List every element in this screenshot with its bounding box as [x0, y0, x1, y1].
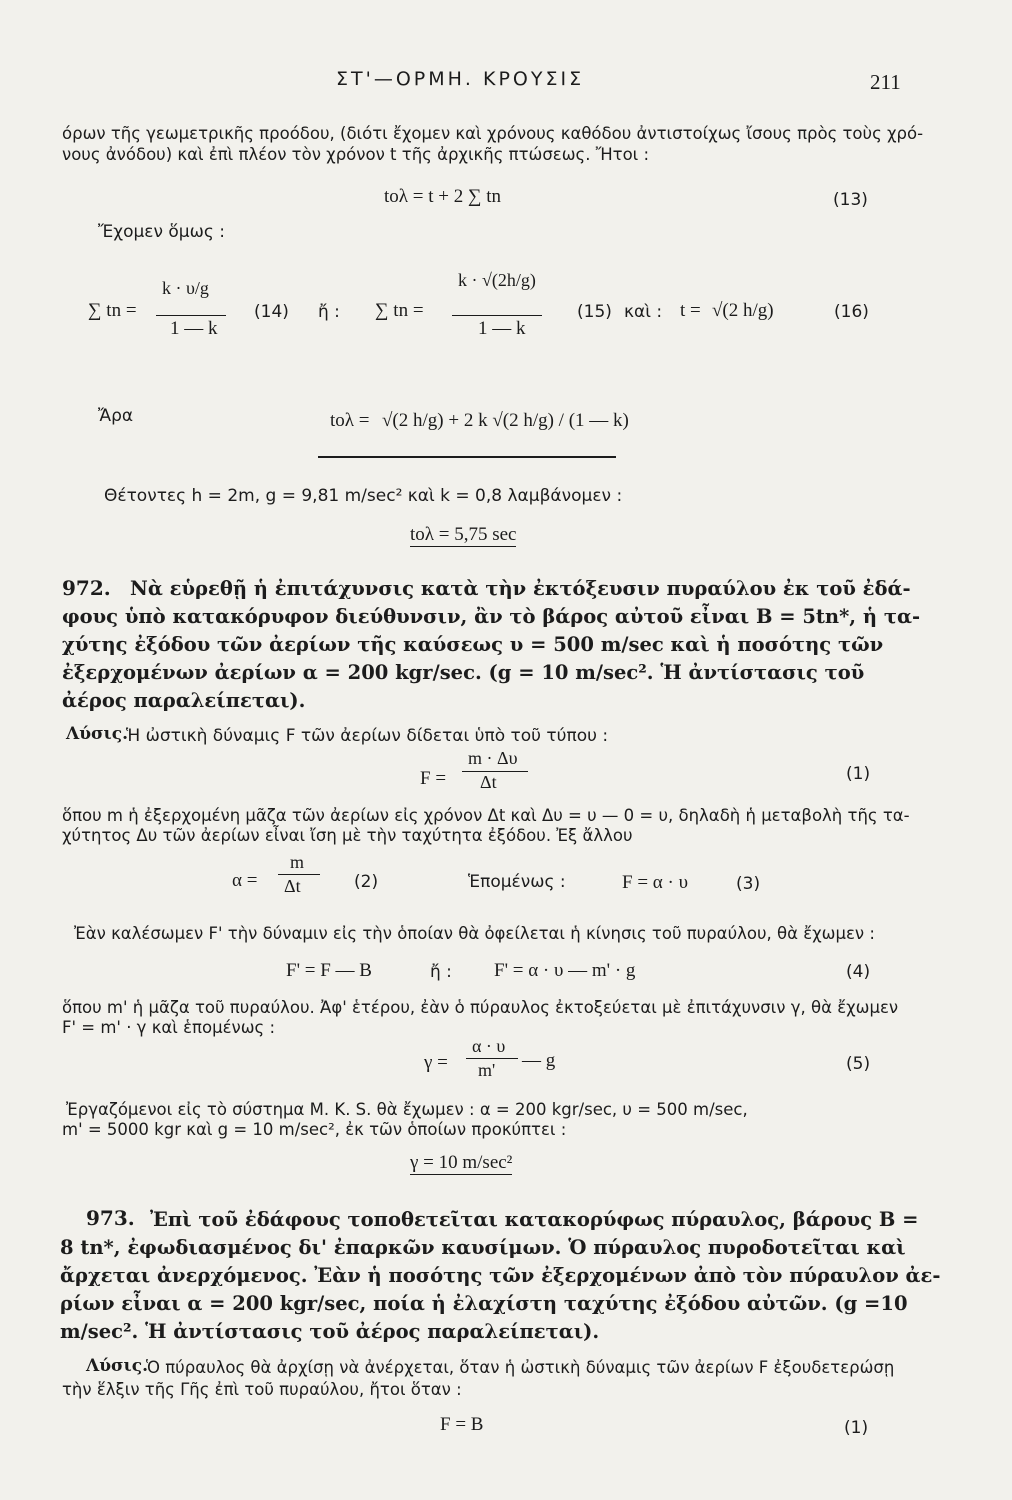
problem-973-line-1: Ἐπὶ τοῦ ἐδάφους τοποθετεῖται κατακορύφως πύραυλος, βάρους B = [150, 1208, 919, 1231]
equation-16-lhs: t = [680, 300, 701, 321]
problem-973-line-4: ρίων εἶναι α = 200 kgr/sec, ποία ἡ ἐλαχίστη ταχύτης ἐξόδου αὐτῶν. (g =10 [60, 1292, 908, 1315]
equation-14-lhs: ∑ tn = [88, 300, 137, 321]
running-title: ΣΤ'—ΟΡΜΗ. ΚΡΟΥΣΙΣ [336, 68, 585, 90]
p972-eq5-lhs: γ = [424, 1052, 448, 1073]
problem-973-solution-label: Λύσις. [86, 1356, 149, 1376]
p972-result-text: γ = 10 m/sec² [410, 1152, 513, 1173]
problem-972-line-4: ἐξερχομένων ἀερίων α = 200 kgr/sec. (g = 10 m/sec². Ἡ ἀντίστασις τοῦ [62, 661, 865, 684]
problem-973-line-2: 8 tn*, ἐφωδιασμένος δι' ἐπαρκῶν καυσίμων. Ὁ πύραυλος πυροδοτεῖται καὶ [60, 1236, 906, 1259]
p972-eq1-numerator: m · Δυ [468, 748, 518, 768]
equation-14-number: (14) [254, 302, 289, 322]
total-underline [318, 456, 616, 458]
intro-line-2: νους ἀνόδου) καὶ ἐπὶ πλέον τὸν χρόνον t τῆς ἀρχικῆς πτώσεως. Ἤτοι : [62, 145, 650, 164]
equation-15-numerator: k · √(2h/g) [458, 270, 536, 290]
problem-972-line-1: Νὰ εὑρεθῇ ἡ ἐπιτάχυνσις κατὰ τὴν ἐκτόξευσιν πυραύλου ἐκ τοῦ ἐδά- [130, 577, 911, 600]
p973-eq1-number: (1) [844, 1418, 869, 1438]
p972-eq4b: F' = α · υ — m' · g [494, 960, 636, 981]
problem-972-line-5: ἀέρος παραλείπεται). [62, 689, 306, 712]
equation-15-fraction-bar [452, 315, 542, 316]
problem-973-line-3: ἄρχεται ἀνερχόμενος. Ἐὰν ἡ ποσότης τῶν ἐξερχομένων ἀπὸ τὸν πύραυλον ἀε- [60, 1264, 941, 1287]
p972-eq5-tail: — g [522, 1050, 556, 1071]
p972-eq1-lhs: F = [420, 768, 447, 789]
therefore-label: Ἄρα [98, 406, 134, 426]
problem-972-line-3: χύτης ἐξόδου τῶν ἀερίων τῆς καύσεως υ = 500 m/sec καὶ ἡ ποσότης τῶν [62, 633, 884, 656]
equation-14-numerator: k · υ/g [162, 278, 209, 298]
p973-eq1: F = B [440, 1414, 484, 1435]
intro-result [410, 524, 516, 546]
consequently-label: Ἑπομένως : [468, 872, 566, 892]
given-line: Θέτοντες h = 2m, g = 9,81 m/sec² καὶ k = 0,8 λαμβάνομεν : [104, 486, 623, 506]
problem-972-solution-line-3: χύτητος Δυ τῶν ἀερίων εἶναι ἴση μὲ τὴν ταχύτητα ἐξόδου. Ἐξ ἄλλου [62, 826, 633, 845]
page-number: 211 [870, 70, 901, 94]
problem-973-solution-line-2: τὴν ἕλξιν τῆς Γῆς ἐπὶ τοῦ πυραύλου, ἤτοι ὅταν : [62, 1380, 462, 1399]
or-label: ἤ : [318, 302, 340, 322]
equation-15-denominator: 1 — k [478, 318, 526, 339]
p972-eq2-fraction-bar [278, 874, 320, 875]
problem-973-line-5: m/sec². Ἡ ἀντίστασις τοῦ ἀέρος παραλείπεται). [60, 1320, 600, 1343]
p972-eq2-lhs: α = [232, 870, 258, 891]
p972-eq3-number: (3) [736, 874, 761, 894]
equation-16-rhs: √(2 h/g) [712, 300, 774, 321]
problem-972-number: 972. [62, 576, 111, 600]
equation-16-number: (16) [834, 302, 869, 322]
problem-972-solution-line-5: ὅπου m' ἡ μᾶζα τοῦ πυραύλου. Ἀφ' ἑτέρου, ἐὰν ὁ πύραυλος ἐκτοξεύεται μὲ ἐπιτάχυνσιν γ, θὰ ἔχωμεν [62, 998, 899, 1017]
equation-15-lhs: ∑ tn = [375, 300, 424, 321]
problem-972-solution-line-7: Ἐργαζόμενοι εἰς τὸ σύστημα M. K. S. θὰ ἔχωμεν : α = 200 kgr/sec, υ = 500 m/sec, [66, 1100, 748, 1119]
p972-eq5-denominator: m' [478, 1060, 496, 1080]
p972-eq5-number: (5) [846, 1054, 871, 1074]
total-equation-lhs: tολ = [330, 410, 370, 431]
p972-eq3: F = α · υ [622, 872, 688, 893]
intro-result-text: tολ = 5,75 sec [410, 524, 517, 545]
p972-eq4a: F' = F — B [286, 960, 372, 981]
problem-973-solution-line-1: Ὁ πύραυλος θὰ ἀρχίσῃ νὰ ἀνέρχεται, ὅταν ἡ ὠστικὴ δύναμις τῶν ἀερίων F ἐξουδετερώσῃ [146, 1358, 895, 1377]
p972-result [410, 1152, 512, 1174]
equation-13-number: (13) [833, 190, 868, 210]
p972-eq2-number: (2) [354, 872, 379, 892]
p972-eq5-numerator: α · υ [472, 1036, 506, 1056]
p972-eq1-denominator: Δt [480, 772, 497, 792]
p972-eq4-or: ἤ : [430, 962, 452, 982]
equation-14-denominator: 1 — k [170, 318, 218, 339]
problem-972-solution-line-2: ὅπου m ἡ ἐξερχομένη μᾶζα τῶν ἀερίων εἰς χρόνον Δt καὶ Δυ = υ — 0 = υ, δηλαδὴ ἡ μεταβολὴ τῆς τα- [62, 806, 910, 825]
problem-972-solution-line-1: Ἡ ὠστικὴ δύναμις F τῶν ἀερίων δίδεται ὑπὸ τοῦ τύπου : [126, 726, 609, 746]
equation-13: tολ = t + 2 ∑ tn [384, 186, 502, 207]
problem-972-solution-label: Λύσις. [66, 724, 129, 744]
p972-eq5-fraction-bar [466, 1058, 518, 1059]
problem-972-solution-line-8: m' = 5000 kgr καὶ g = 10 m/sec², ἐκ τῶν ὁποίων προκύπτει : [62, 1120, 567, 1139]
p972-eq2-denominator: Δt [284, 876, 301, 896]
intro-line-1: όρων τῆς γεωμετρικῆς προόδου, (διότι ἔχομεν καὶ χρόνους καθόδου ἀντιστοίχως ἴσους πρὸς τοὺς χρό- [62, 124, 924, 143]
p972-eq4-number: (4) [846, 962, 871, 982]
have-label: Ἔχομεν ὅμως : [98, 222, 225, 242]
p972-eq2-numerator: m [290, 852, 305, 872]
problem-972-solution-line-6: F' = m' · γ καὶ ἑπομένως : [62, 1018, 276, 1037]
p972-eq1-number: (1) [846, 764, 871, 784]
problem-972-line-2: φους ὑπὸ κατακόρυφον διεύθυνσιν, ἂν τὸ βάρος αὐτοῦ εἶναι B = 5tn*, ἡ τα- [62, 605, 921, 628]
problem-972-solution-line-4: Ἐὰν καλέσωμεν F' τὴν δύναμιν εἰς τὴν ὁποίαν θὰ ὀφείλεται ἡ κίνησις τοῦ πυραύλου, θὰ ἔχωμεν : [74, 924, 875, 943]
problem-973-number: 973. [86, 1206, 135, 1230]
equation-15-number: (15) [577, 302, 612, 322]
equation-14-fraction-bar [156, 315, 226, 316]
total-equation-rhs: √(2 h/g) + 2 k √(2 h/g) / (1 — k) [382, 410, 629, 431]
and-label: καὶ : [624, 302, 663, 322]
